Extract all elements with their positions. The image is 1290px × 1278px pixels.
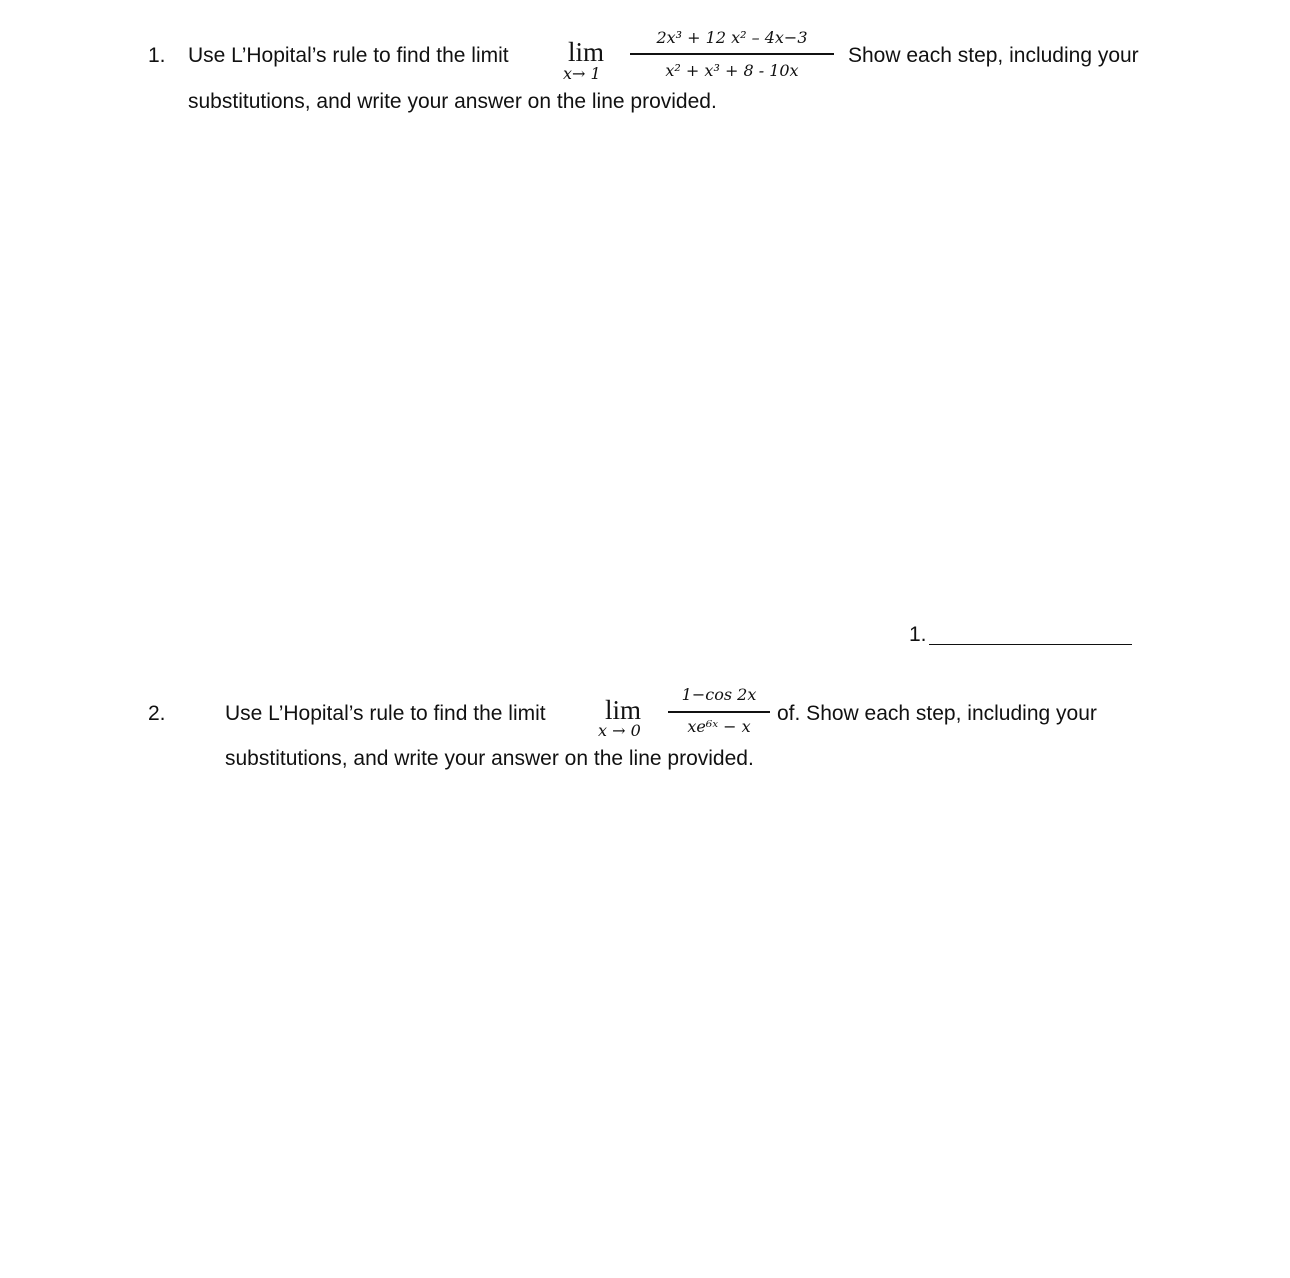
answer-line-1 xyxy=(929,644,1132,645)
problem-1-numerator: 2x³ + 12 x² – 4x−3 xyxy=(656,28,808,47)
problem-2-number: 2. xyxy=(148,702,166,725)
answer-label-1: 1. xyxy=(909,623,927,646)
problem-1-prompt-line2: substitutions, and write your answer on the line provided. xyxy=(188,90,717,113)
problem-2-approach: x → 0 xyxy=(598,721,641,740)
problem-1-prompt: Use L’Hopital’s rule to find the limit xyxy=(188,44,509,67)
problem-1-lim: lim xyxy=(568,37,605,67)
problem-2-prompt: Use L’Hopital’s rule to find the limit xyxy=(225,702,546,725)
problem-1-number: 1. xyxy=(148,44,166,67)
problem-2-prompt-continued: of. Show each step, including your xyxy=(777,702,1097,725)
problem-1-fraction-bar xyxy=(630,53,834,55)
problem-2-numerator: 1−cos 2x xyxy=(681,685,757,704)
problem-2-fraction-bar xyxy=(668,711,770,713)
problem-1-denominator: x² + x³ + 8 - 10x xyxy=(665,61,799,80)
problem-1-prompt-continued: Show each step, including your xyxy=(848,44,1139,67)
problem-2-lim: lim xyxy=(605,695,642,725)
problem-2-prompt-line2: substitutions, and write your answer on the line provided. xyxy=(225,747,754,770)
problem-2-denominator: xe⁶ˣ − x xyxy=(687,717,751,736)
problem-1-approach: x→ 1 xyxy=(563,64,601,83)
